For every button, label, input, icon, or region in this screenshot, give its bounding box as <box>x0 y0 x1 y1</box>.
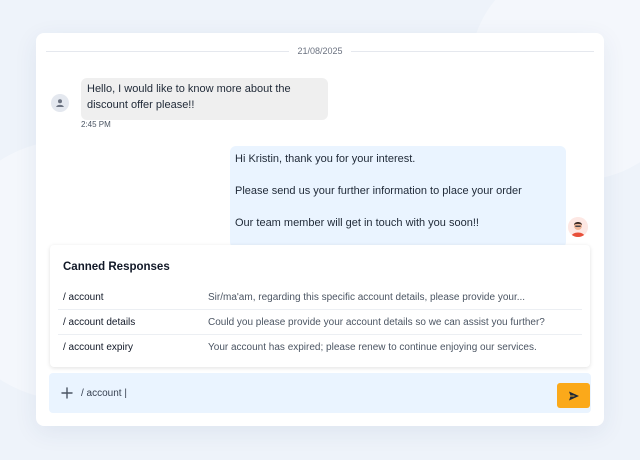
message-line: Our team member will get in touch with you soon!! <box>235 217 479 229</box>
send-icon <box>568 390 580 402</box>
canned-command: / account expiry <box>63 341 134 353</box>
canned-command: / account details <box>63 316 136 328</box>
message-composer <box>49 373 591 413</box>
divider-line <box>351 51 594 52</box>
plus-icon[interactable] <box>59 385 75 401</box>
user-avatar <box>51 94 69 112</box>
message-line: Hi Kristin, thank you for your interest. <box>235 153 416 165</box>
agent-avatar <box>568 217 588 237</box>
message-line: Please send us your further information to place your order <box>235 185 522 197</box>
chat-panel <box>36 33 604 426</box>
canned-response-item[interactable] <box>58 285 582 310</box>
user-icon <box>55 98 65 108</box>
canned-response-text: Could you please provide your account details so we can assist you further? <box>208 316 545 328</box>
date-label: 21/08/2025 <box>297 46 343 56</box>
canned-response-item[interactable] <box>58 310 582 335</box>
divider-line <box>46 51 289 52</box>
message-input[interactable] <box>81 384 521 402</box>
agent-avatar-image <box>568 217 588 237</box>
canned-response-text: Your account has expired; please renew to continue enjoying our services. <box>208 341 537 353</box>
date-divider <box>46 43 594 59</box>
incoming-message: Hello, I would like to know more about the discount offer please!! <box>81 78 328 120</box>
outgoing-message <box>230 146 566 248</box>
canned-responses-panel <box>50 245 590 367</box>
send-button[interactable] <box>557 383 590 408</box>
canned-command: / account <box>63 291 104 303</box>
canned-response-item[interactable] <box>58 335 582 359</box>
canned-responses-title: Canned Responses <box>63 261 170 273</box>
canned-response-text: Sir/ma'am, regarding this specific account details, please provide your... <box>208 291 526 303</box>
message-timestamp: 2:45 PM <box>81 120 111 129</box>
